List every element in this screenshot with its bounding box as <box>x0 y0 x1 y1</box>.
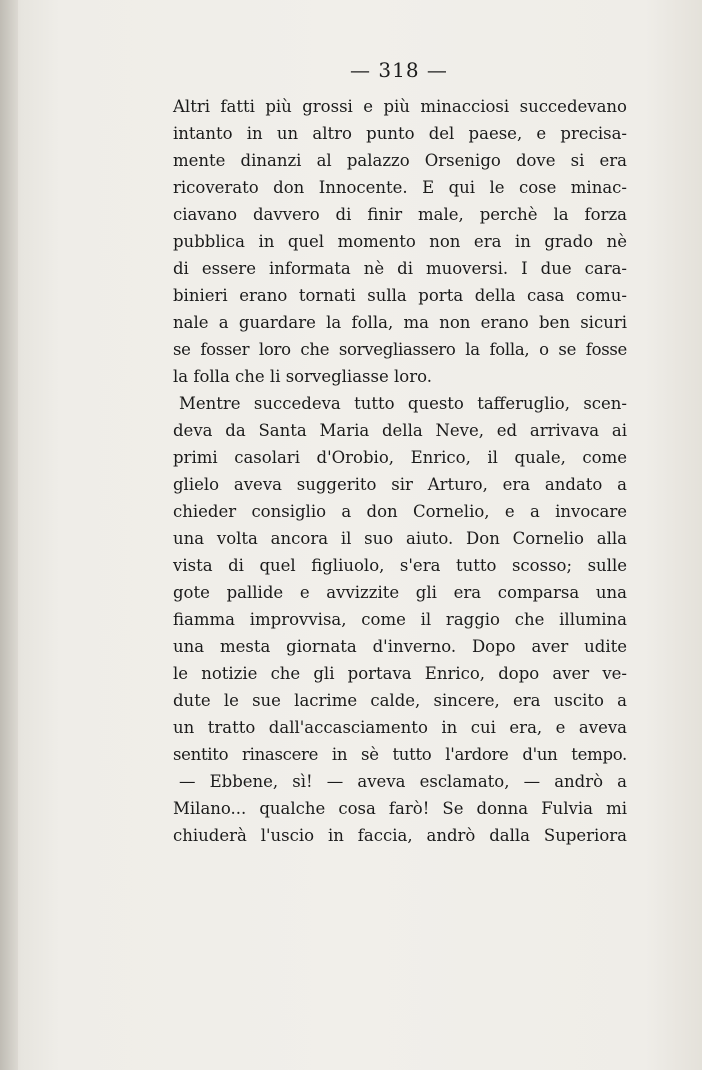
text-line: sentito rinascere in sè tutto l'ardore d'un tempo. <box>173 745 627 764</box>
text-line: vista di quel figliuolo, s'era tutto scosso; sulle <box>173 556 627 575</box>
text-line: ciavano davvero di finir male, perchè la forza <box>173 205 627 224</box>
text-line: mente dinanzi al palazzo Orsenigo dove si era <box>173 151 627 170</box>
text-line: pubblica in quel momento non era in grado nè <box>173 232 627 251</box>
text-line: le notizie che gli portava Enrico, dopo aver ve- <box>173 664 627 683</box>
text-line: intanto in un altro punto del paese, e precisa- <box>173 124 627 143</box>
page-number: — 318 — <box>350 58 448 82</box>
text-line: ricoverato don Innocente. E qui le cose minac- <box>173 178 627 197</box>
text-line: deva da Santa Maria della Neve, ed arrivava ai <box>173 421 627 440</box>
text-line: di essere informata nè di muoversi. I due cara- <box>173 259 627 278</box>
text-line: una mesta giornata d'inverno. Dopo aver udite <box>173 637 627 656</box>
text-line: se fosser loro che sorvegliassero la folla, o se fosse <box>173 340 627 359</box>
page-spine-shadow <box>0 0 18 1070</box>
text-line: Milano... qualche cosa farò! Se donna Fulvia mi <box>173 799 627 818</box>
text-line: nale a guardare la folla, ma non erano ben sicuri <box>173 313 627 332</box>
text-line: Mentre succedeva tutto questo tafferuglio, scen- <box>179 394 627 413</box>
text-line: fiamma improvvisa, come il raggio che illumina <box>173 610 627 629</box>
text-line: binieri erano tornati sulla porta della casa comu- <box>173 286 627 305</box>
text-line: Altri fatti più grossi e più minacciosi succedevano <box>173 97 627 116</box>
text-line: gote pallide e avvizzite gli era comparsa una <box>173 583 627 602</box>
text-line: — Ebbene, sì! — aveva esclamato, — andrò a <box>179 772 627 791</box>
text-line: glielo aveva suggerito sir Arturo, era andato a <box>173 475 627 494</box>
text-line: primi casolari d'Orobio, Enrico, il quale, come <box>173 448 627 467</box>
text-line: chiuderà l'uscio in faccia, andrò dalla Superiora <box>173 826 627 845</box>
text-line: una volta ancora il suo aiuto. Don Cornelio alla <box>173 529 627 548</box>
text-line: dute le sue lacrime calde, sincere, era uscito a <box>173 691 627 710</box>
text-line: un tratto dall'accasciamento in cui era, e aveva <box>173 718 627 737</box>
body-text <box>173 93 627 849</box>
text-line: la folla che li sorvegliasse loro. <box>173 367 432 386</box>
text-line: chieder consiglio a don Cornelio, e a invocare <box>173 502 627 521</box>
